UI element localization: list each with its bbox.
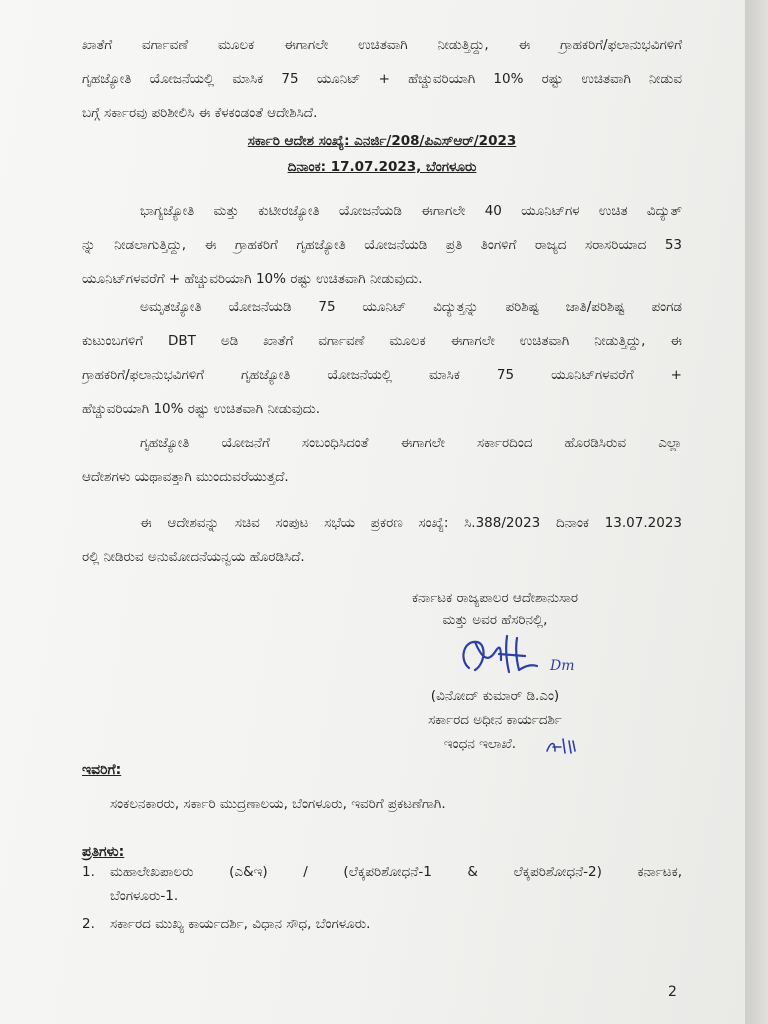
text-line: ಗ್ರಾಹಕರಿಗೆ/ಫಲಾನುಭವಿಗಳಿಗೆ ಗೃಹಜ್ಯೋತಿ ಯೋಜನೆಯಲ್ಲಿ ಮಾಸಿಕ 75 ಯೂನಿಟ್‌ಗಳವರೆಗೆ + (82, 367, 682, 383)
page-number: 2 (668, 984, 677, 1000)
text-line: ಅಮೃತಜ್ಯೋತಿ ಯೋಜನೆಯಡಿ 75 ಯೂನಿಟ್ ವಿದ್ಯುತ್ತನ್ನು ಪರಿಶಿಷ್ಟ ಜಾತಿ/ಪರಿಶಿಷ್ಟ ಪಂಗಡ (140, 299, 682, 315)
initials-icon (543, 735, 583, 757)
signoff-line2: ಮತ್ತು ಅವರ ಹೆಸರಿನಲ್ಲಿ, (442, 612, 548, 628)
order-date: ದಿನಾಂಕ: 17.07.2023, ಬೆಂಗಳೂರು (287, 159, 477, 175)
copies-heading: ಪ್ರತಿಗಳು: (82, 844, 125, 860)
text-line: ರಲ್ಲಿ ನೀಡಿರುವ ಅನುಮೋದನೆಯನ್ವಯ ಹೊರಡಿಸಿದೆ. (82, 549, 305, 565)
text-line: ಈ ಆದೇಶವನ್ನು ಸಚಿವ ಸಂಪುಟ ಸಭೆಯ ಪ್ರಕರಣ ಸಂಖ್ಯೆ: ಸಿ.388/2023 ದಿನಾಂಕ 13.07.2023 (140, 515, 682, 531)
paragraph-continuation (82, 426, 682, 494)
text-line: ಕುಟುಂಬಗಳಿಗೆ DBT ಅಡಿ ಖಾತೆಗೆ ವರ್ಗಾವಣೆ ಮೂಲಕ ಈಗಾಗಲೇ ಉಚಿತವಾಗಿ ನೀಡುತ್ತಿದ್ದು, ಈ (82, 333, 682, 349)
list-number: 1. (82, 864, 95, 880)
signatory-name: (ವಿನೋದ್ ಕುಮಾರ್ ಡಿ.ಎಂ) (430, 688, 560, 704)
list-item: ಮಹಾಲೇಖಪಾಲರು (ಎ&ಇ) / (ಲೆಕ್ಕಪರಿಶೋಧನೆ-1 & ಲೆಕ್ಕಪರಿಶೋಧನೆ-2) ಕರ್ನಾಟಕ, (110, 864, 682, 880)
paragraph-approval (82, 506, 682, 574)
text-line: ಖಾತೆಗೆ ವರ್ಗಾವಣೆ ಮೂಲಕ ಈಗಾಗಲೇ ಉಚಿತವಾಗಿ ನೀಡುತ್ತಿದ್ದು, ಈ ಗ್ರಾಹಕರಿಗೆ/ಫಲಾನುಭವಿಗಳಿಗೆ (82, 37, 682, 53)
list-item-continuation: ಬೆಂಗಳೂರು-1. (110, 888, 179, 904)
paragraph-intro (82, 28, 682, 130)
background-surface (745, 0, 768, 1024)
signoff-line1: ಕರ್ನಾಟಕ ರಾಜ್ಯಪಾಲರ ಆದೇಶಾನುಸಾರ (411, 590, 579, 606)
text-line: ಹೆಚ್ಚುವರಿಯಾಗಿ 10% ರಷ್ಟು ಉಚಿತವಾಗಿ ನೀಡುವುದು. (82, 401, 321, 417)
list-item: ಸರ್ಕಾರದ ಮುಖ್ಯ ಕಾರ್ಯದರ್ಶಿ, ವಿಧಾನ ಸೌಧ, ಬೆಂಗಳೂರು. (110, 916, 371, 932)
text-line: ಆದೇಶಗಳು ಯಥಾವತ್ತಾಗಿ ಮುಂದುವರೆಯುತ್ತದೆ. (82, 469, 289, 485)
text-line: ಭಾಗ್ಯಜ್ಯೋತಿ ಮತ್ತು ಕುಟೀರಜ್ಯೋತಿ ಯೋಜನೆಯಡಿ ಈಗಾಗಲೇ 40 ಯೂನಿಟ್‌ಗಳ ಉಚಿತ ವಿದ್ಯುತ್ (140, 203, 682, 219)
text-line: ಗೃಹಜ್ಯೋತಿ ಯೋಜನೆಯಲ್ಲಿ ಮಾಸಿಕ 75 ಯೂನಿಟ್ + ಹೆಚ್ಚುವರಿಯಾಗಿ 10% ರಷ್ಟು ಉಚಿತವಾಗಿ ನೀಡುವ (82, 71, 682, 87)
list-number: 2. (82, 916, 95, 932)
text-line: ಬಗ್ಗೆ ಸರ್ಕಾರವು ಪರಿಶೀಲಿಸಿ ಈ ಕೆಳಕಂಡಂತೆ ಆದೇಶಿಸಿದೆ. (82, 105, 318, 121)
text-line: ನ್ನು ನೀಡಲಾಗುತ್ತಿದ್ದು, ಈ ಗ್ರಾಹಕರಿಗೆ ಗೃಹಜ್ಯೋತಿ ಯೋಜನೆಯಡಿ ಪ್ರತಿ ತಿಂಗಳಿಗೆ ರಾಜ್ಯದ ಸರಾಸರಿಯಾದ 53 (82, 237, 682, 253)
to-heading: ಇವರಿಗೆ: (82, 762, 122, 778)
text-line: ಗೃಹಜ್ಯೋತಿ ಯೋಜನೆಗೆ ಸಂಬಂಧಿಸಿದಂತೆ ಈಗಾಗಲೇ ಸರ್ಕಾರದಿಂದ ಹೊರಡಿಸಿರುವ ಎಲ್ಲಾ (140, 435, 682, 451)
order-number: ಸರ್ಕಾರಿ ಆದೇಶ ಸಂಖ್ಯೆ: ಎನರ್ಜಿ/208/ಪಿಎಸ್ಆರ್/2023 (247, 133, 517, 149)
to-text: ಸಂಕಲನಕಾರರು, ಸರ್ಕಾರಿ ಮುದ್ರಣಾಲಯ, ಬೆಂಗಳೂರು, ಇವರಿಗೆ ಪ್ರಕಟಣೆಗಾಗಿ. (110, 796, 446, 812)
signature-text: Dm (550, 658, 575, 674)
signatory-department: ಇಂಧನ ಇಲಾಖೆ. (443, 736, 517, 752)
paragraph-bhagyajyothi (82, 194, 682, 296)
signatory-designation: ಸರ್ಕಾರದ ಅಧೀನ ಕಾರ್ಯದರ್ಶಿ (428, 712, 562, 728)
signature-icon (455, 630, 595, 680)
text-line: ಯೂನಿಟ್‌ಗಳವರೆಗೆ + ಹೆಚ್ಚುವರಿಯಾಗಿ 10% ರಷ್ಟು ಉಚಿತವಾಗಿ ನೀಡುವುದು. (82, 271, 423, 287)
paragraph-amruthajyothi (82, 290, 682, 426)
